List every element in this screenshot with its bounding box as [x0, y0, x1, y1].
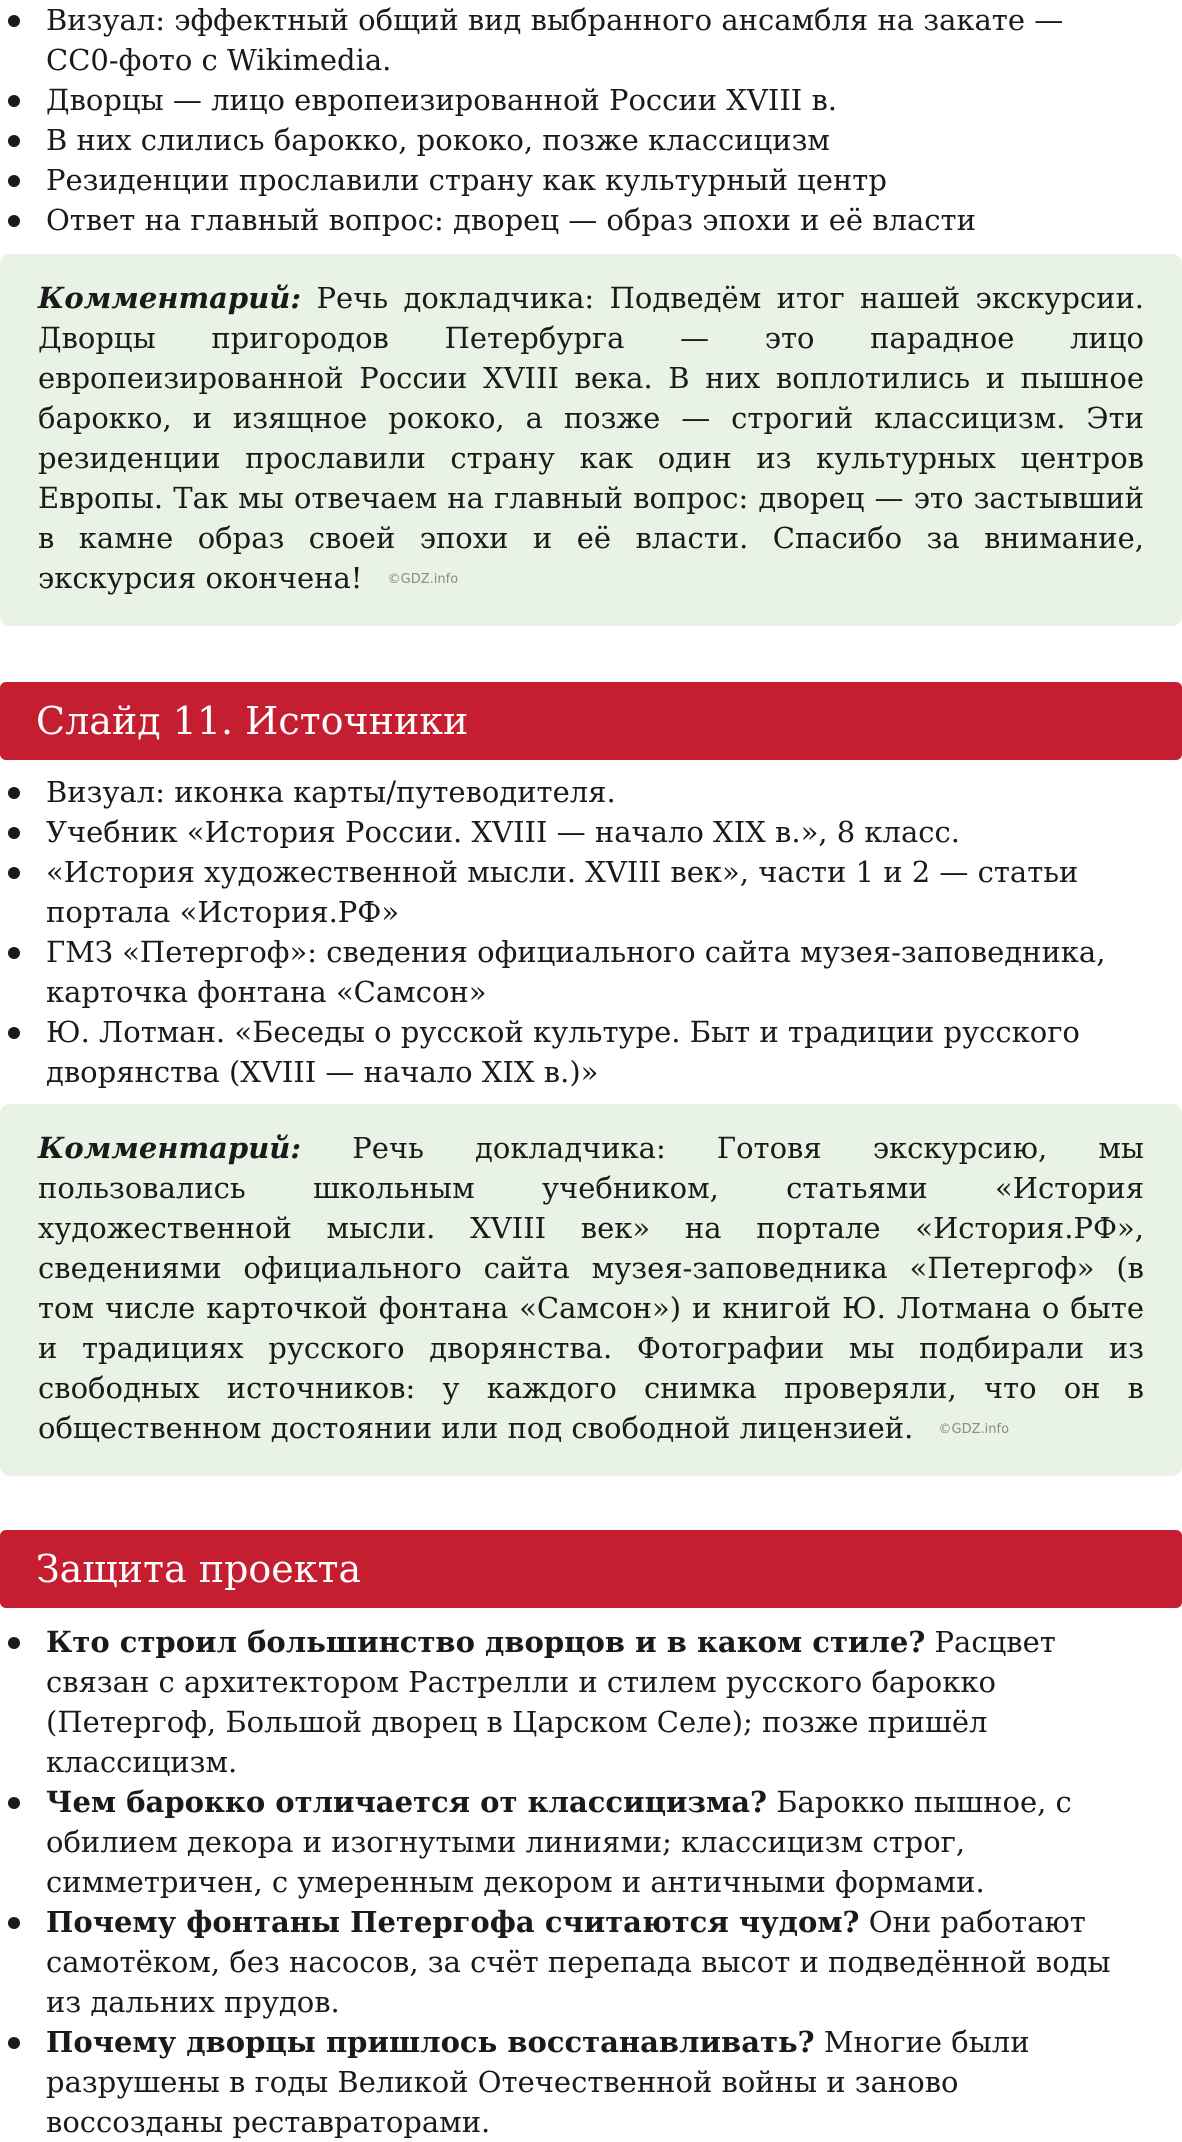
list-item: Визуал: иконка карты/путеводителя.: [0, 772, 1136, 812]
bullet-icon: [8, 1637, 20, 1649]
bullet-icon: [8, 215, 20, 227]
comment-label: Комментарий:: [38, 1131, 302, 1165]
list-item: «История художественной мысли. XVIII век», части 1 и 2 — статьи портала «История.РФ»: [0, 852, 1136, 932]
list-item: Учебник «История России. XVIII — начало XIX в.», 8 класс.: [0, 812, 1136, 852]
comment-text: Речь докладчика: Подведём итог нашей экскурсии. Дворцы пригородов Петербурга — это парадное лицо европеизированной России XVIII века. В них воплотились и пышное барокко, и изящное рококо, а позже — строгий классицизм. Эти резиденции прославили страну как один из культурных центров Европы. Так мы отвечаем на главный вопрос: дворец — это застывший в камне образ своей эпохи и её власти. Спасибо за внимание, экскурсия окончена!: [38, 281, 1144, 595]
watermark: ©GDZ.info: [387, 572, 459, 587]
bullet-icon: [8, 947, 20, 959]
question: Чем барокко отличается от классицизма?: [46, 1785, 768, 1819]
list-item: [0, 2022, 1136, 2142]
list-item: [0, 1902, 1136, 2022]
bullet-icon: [8, 787, 20, 799]
bullet-icon: [8, 2037, 20, 2049]
list-item: Дворцы — лицо европеизированной России XVIII в.: [0, 80, 1136, 120]
comment-text: Речь докладчика: Готовя экскурсию, мы пользовались школьным учебником, статьями «История художественной мысли. XVIII век» на портале «История.РФ», сведениями официального сайта музея-заповедника «Петергоф» (в том числе карточкой фонтана «Самсон») и книгой Ю. Лотмана о быте и традициях русского дворянства. Фотографии мы подбирали из свободных источников: у каждого снимка проверяли, что он в общественном достоянии или под свободной лицензией.: [38, 1131, 1144, 1445]
list-item: В них слились барокко, рококо, позже классицизм: [0, 120, 1136, 160]
question: Кто строил большинство дворцов и в каком стиле?: [46, 1625, 926, 1659]
comment-block-sources: [0, 1104, 1182, 1476]
answer: Барокко пышное, с обилием декора и изогнутыми линиями; классицизм строг, симметричен, с умеренным декором и античными формами.: [46, 1785, 1072, 1899]
bullet-icon: [8, 1797, 20, 1809]
section-banner-defense: [0, 1530, 1182, 1608]
bullet-icon: [8, 15, 20, 27]
defense-list: [0, 1622, 1182, 2142]
watermark: ©GDZ.info: [938, 1422, 1010, 1437]
comment-label: Комментарий:: [38, 281, 302, 315]
bullet-icon: [8, 95, 20, 107]
question: Почему фонтаны Петергофа считаются чудом?: [46, 1905, 860, 1939]
list-item: ГМЗ «Петергоф»: сведения официального сайта музея-заповедника, карточка фонтана «Самсон»: [0, 932, 1136, 1012]
list-item: Ответ на главный вопрос: дворец — образ эпохи и её власти: [0, 200, 1136, 240]
section-title: Слайд 11. Источники: [36, 699, 469, 743]
bullet-icon: [8, 1917, 20, 1929]
list-item: [0, 1782, 1136, 1902]
answer: Многие были разрушены в годы Великой Отечественной войны и заново воссозданы реставраторами.: [46, 2025, 1030, 2139]
question: Почему дворцы пришлось восстанавливать?: [46, 2025, 815, 2059]
bullet-icon: [8, 135, 20, 147]
comment-block-summary: [0, 254, 1182, 626]
answer: Они работают самотёком, без насосов, за счёт перепада высот и подведённой воды из дальних прудов.: [46, 1905, 1111, 2019]
sources-list: [0, 772, 1182, 1092]
section-title: Защита проекта: [36, 1547, 362, 1591]
bullet-icon: [8, 175, 20, 187]
bullet-icon: [8, 867, 20, 879]
bullet-icon: [8, 1027, 20, 1039]
list-item: Ю. Лотман. «Беседы о русской культуре. Быт и традиции русского дворянства (XVIII — начало XIX в.)»: [0, 1012, 1136, 1092]
bullet-icon: [8, 827, 20, 839]
list-item: Резиденции прославили страну как культурный центр: [0, 160, 1136, 200]
section-banner-sources: [0, 682, 1182, 760]
answer: Расцвет связан с архитектором Растрелли и стилем русского барокко (Петергоф, Большой дворец в Царском Селе); позже пришёл классицизм.: [46, 1625, 1056, 1779]
summary-list: [0, 0, 1182, 240]
list-item: Визуал: эффектный общий вид выбранного ансамбля на закате — CC0-фото с Wikimedia.: [0, 0, 1136, 80]
list-item: [0, 1622, 1136, 1782]
